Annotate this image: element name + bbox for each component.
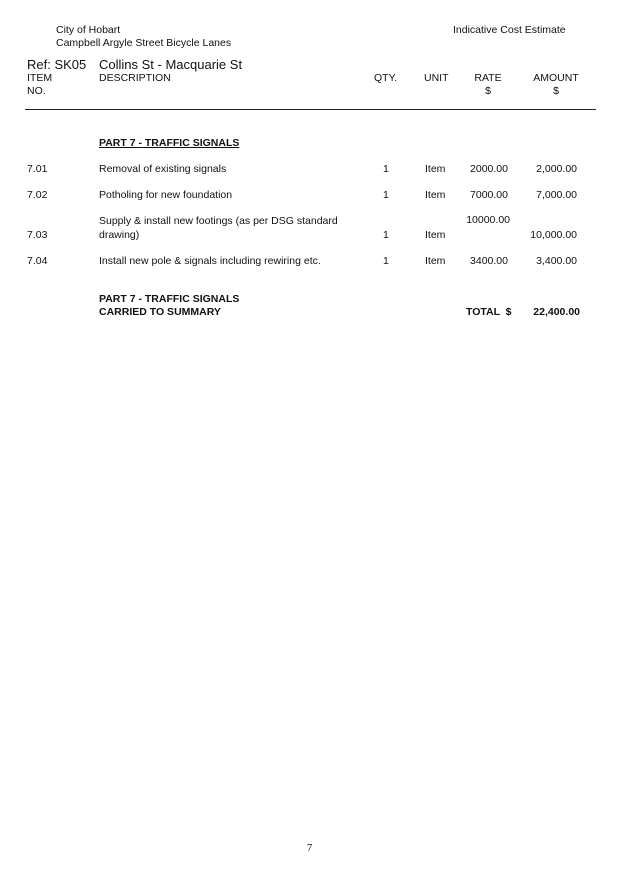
row-qty: 1 — [383, 163, 389, 175]
row-item: 7.02 — [27, 189, 48, 201]
row-rate: 7000.00 — [470, 189, 508, 201]
total-value: 22,400.00 — [533, 306, 580, 318]
org-name: City of Hobart — [56, 24, 121, 36]
page-number: 7 — [307, 843, 313, 854]
col-item-line2: NO. — [27, 85, 46, 97]
summary-carried: CARRIED TO SUMMARY — [99, 306, 221, 318]
row-qty: 1 — [383, 189, 389, 201]
row-item: 7.03 — [27, 229, 48, 241]
document-type: Indicative Cost Estimate — [453, 24, 566, 36]
header-divider — [25, 109, 596, 110]
section-title: PART 7 - TRAFFIC SIGNALS — [99, 137, 240, 149]
row-amount: 7,000.00 — [536, 189, 577, 201]
ref-location: Collins St - Macquarie St — [99, 57, 243, 72]
row-amount: 10,000.00 — [530, 229, 577, 241]
row-amount: 2,000.00 — [536, 163, 577, 175]
col-rate-line1: RATE — [474, 72, 502, 84]
row-rate: 2000.00 — [470, 163, 508, 175]
row-unit: Item — [425, 163, 446, 175]
col-unit: UNIT — [424, 72, 449, 84]
row-rate: 10000.00 — [466, 214, 510, 226]
row-description: Removal of existing signals — [99, 163, 227, 175]
row-unit: Item — [425, 229, 446, 241]
total-label: TOTAL $ — [466, 306, 512, 318]
row-qty: 1 — [383, 229, 389, 241]
col-description: DESCRIPTION — [99, 72, 171, 84]
row-amount: 3,400.00 — [536, 255, 577, 267]
ref-code: Ref: SK05 — [27, 57, 87, 72]
col-amount-line1: AMOUNT — [533, 72, 579, 84]
row-unit: Item — [425, 189, 446, 201]
summary-title: PART 7 - TRAFFIC SIGNALS — [99, 293, 240, 305]
col-item-line1: ITEM — [27, 72, 53, 84]
row-description-line2: drawing) — [99, 229, 140, 241]
col-amount-line2: $ — [553, 85, 559, 97]
row-description: Install new pole & signals including rewiring etc. — [99, 255, 321, 267]
row-qty: 1 — [383, 255, 389, 267]
row-unit: Item — [425, 255, 446, 267]
col-rate-line2: $ — [485, 85, 491, 97]
row-item: 7.04 — [27, 255, 48, 267]
row-item: 7.01 — [27, 163, 48, 175]
row-description: Potholing for new foundation — [99, 189, 233, 201]
row-rate: 3400.00 — [470, 255, 508, 267]
col-qty: QTY. — [374, 72, 398, 84]
row-description-line1: Supply & install new footings (as per DSG standard — [99, 215, 338, 227]
project-name: Campbell Argyle Street Bicycle Lanes — [56, 37, 232, 49]
